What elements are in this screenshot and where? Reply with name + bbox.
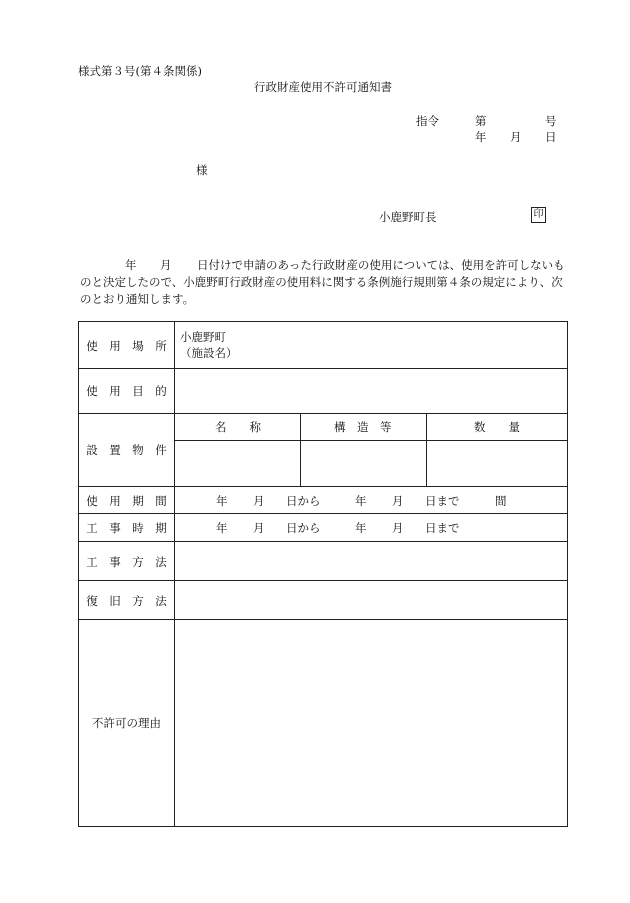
label-divider xyxy=(174,322,175,826)
work-year-1: 年 xyxy=(216,521,228,535)
period-to: 日まで xyxy=(425,494,460,508)
work-year-2: 年 xyxy=(355,521,367,535)
work-method-label: 工 事 方 法 xyxy=(86,555,167,569)
place-town: 小鹿野町 xyxy=(180,330,226,344)
date-month-label: 月 xyxy=(510,130,522,144)
body-line-1: 日付けで申請のあった行政財産の使用については、使用を許可しないも xyxy=(197,258,565,272)
work-time-label: 工 事 時 期 xyxy=(86,521,167,535)
dai-label: 第 xyxy=(475,114,487,128)
installation-col-quantity: 数 量 xyxy=(474,420,520,434)
permit-table xyxy=(78,321,568,827)
period-span: 間 xyxy=(495,494,507,508)
issuer-name: 小鹿野町長 xyxy=(379,210,437,224)
period-year-1: 年 xyxy=(216,494,228,508)
place-facility: （施設名） xyxy=(180,346,238,360)
work-month-2: 月 xyxy=(392,521,404,535)
work-month-1: 月 xyxy=(253,521,265,535)
restore-method-label: 復 旧 方 法 xyxy=(86,594,167,608)
installation-col-structure: 構 造 等 xyxy=(334,420,392,434)
installation-col-name: 名 称 xyxy=(215,420,261,434)
form-number: 様式第３号(第４条関係) xyxy=(78,64,202,78)
work-from: 日から xyxy=(286,521,321,535)
period-from: 日から xyxy=(286,494,321,508)
addressee-sama: 様 xyxy=(196,163,208,177)
installation-label: 設 置 物 件 xyxy=(86,443,167,457)
work-to: 日まで xyxy=(425,521,460,535)
place-label: 使 用 場 所 xyxy=(86,339,167,353)
body-month: 月 xyxy=(160,258,172,272)
seal-mark: 印 xyxy=(531,207,546,223)
reason-label: 不許可の理由 xyxy=(92,716,161,730)
date-day-label: 日 xyxy=(545,130,557,144)
date-year-label: 年 xyxy=(475,130,487,144)
body-line-3: のとおり通知します。 xyxy=(80,292,195,306)
document-title: 行政財産使用不許可通知書 xyxy=(254,80,392,94)
period-label: 使 用 期 間 xyxy=(86,494,167,508)
period-month-1: 月 xyxy=(253,494,265,508)
purpose-label: 使 用 目 的 xyxy=(86,384,167,398)
body-year: 年 xyxy=(125,258,137,272)
period-month-2: 月 xyxy=(392,494,404,508)
shirei-label: 指令 xyxy=(416,114,439,128)
body-line-2: のと決定したので、小鹿野町行政財産の使用料に関する条例施行規則第４条の規定により、次 xyxy=(80,275,563,289)
period-year-2: 年 xyxy=(355,494,367,508)
go-label: 号 xyxy=(545,114,557,128)
